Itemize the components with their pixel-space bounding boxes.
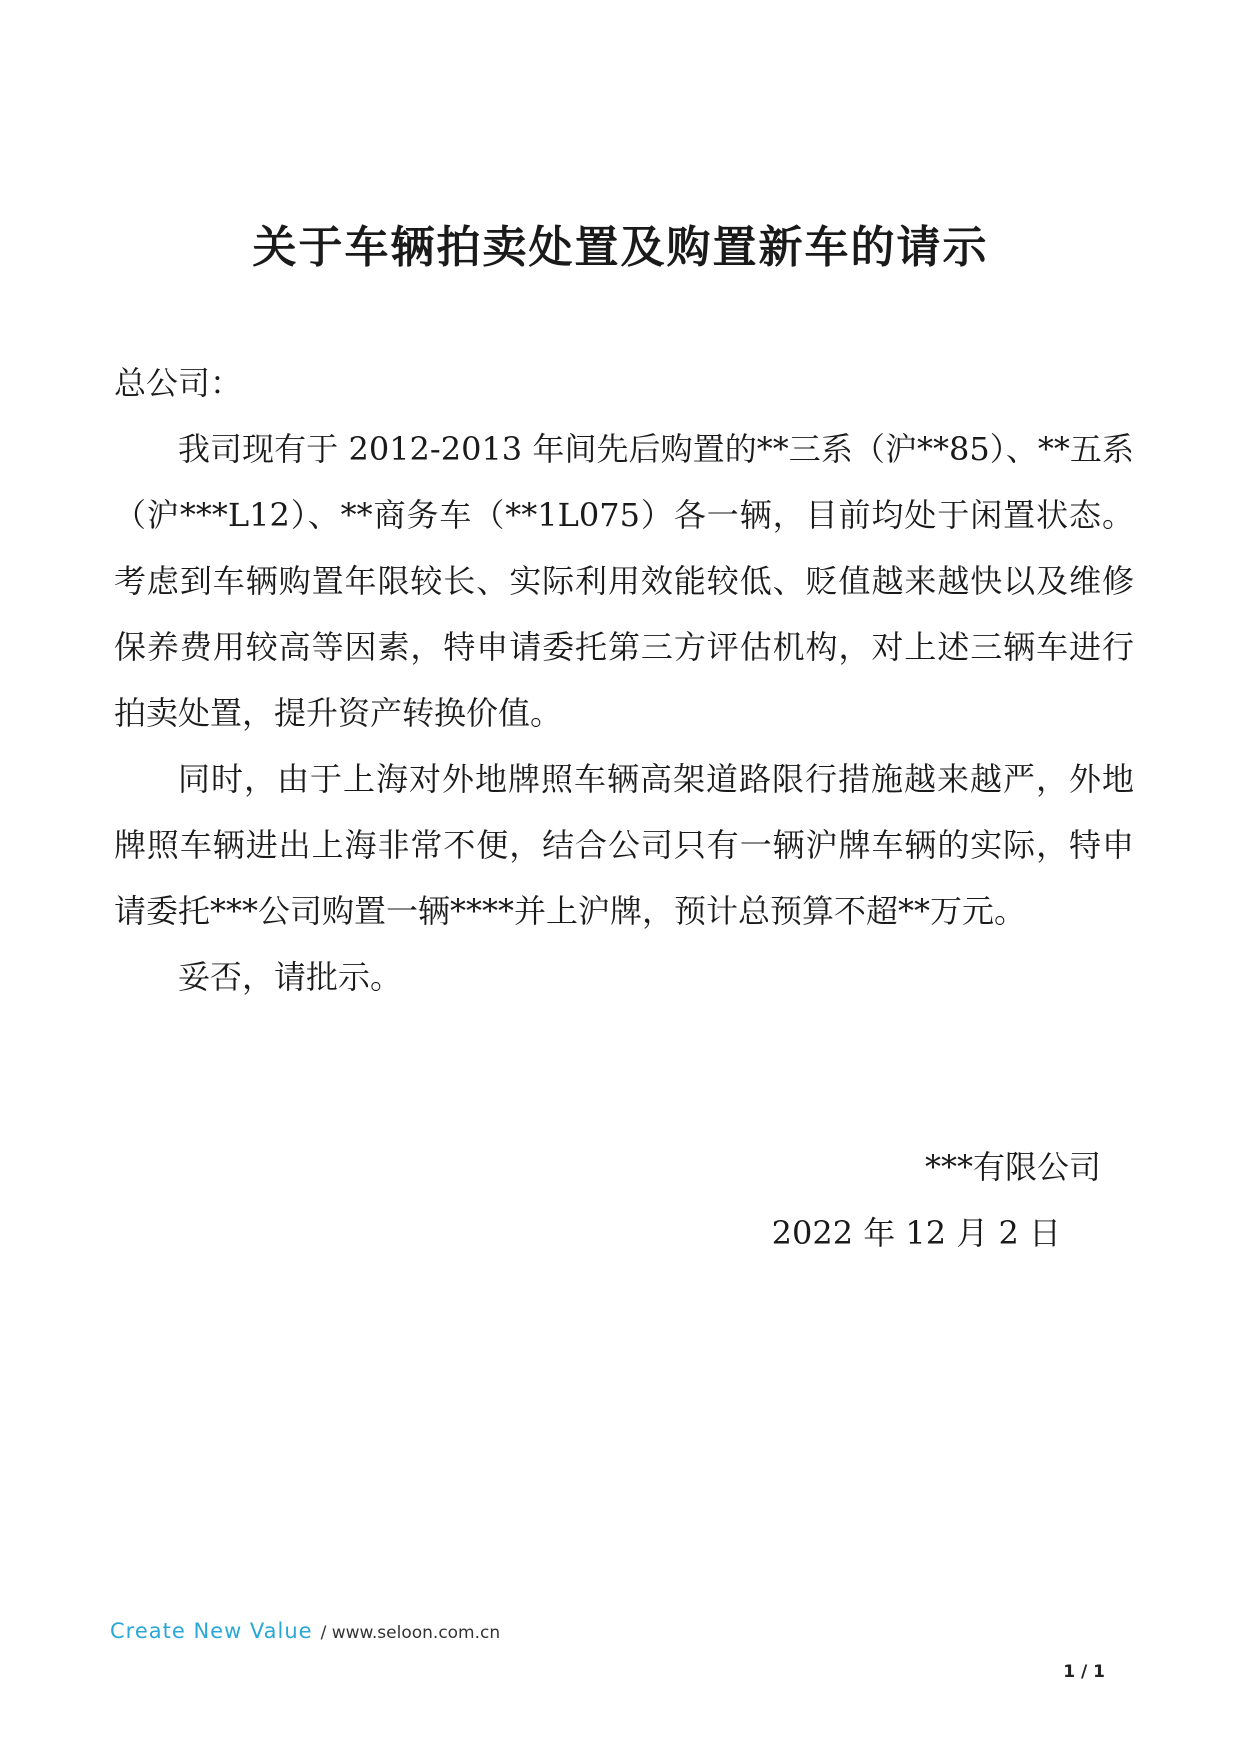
footer-url: / www.seloon.com.cn [320,1623,501,1643]
paragraph-closing-request: 妥否，请批示。 [178,958,403,996]
document-title: 关于车辆拍卖处置及购置新车的请示 [252,222,989,273]
page-number: 1 / 1 [1063,1662,1105,1682]
document-date: 2022 年 12 月 2 日 [771,1214,1061,1252]
footer-slogan: Create New Value [110,1619,313,1643]
paragraph-vehicle-auction: 我司现有于 2012-2013 年间先后购置的**三系（沪**85）、**五系（沪***L12）、**商务车（**1L075）各一辆，目前均处于闲置状态。考虑到车辆购置年限较长、实际利用效能较低、贬值越来越快以及维修保养费用较高等因素，特申请委托第三方评估机构，对上述三辆车进行拍卖处置，提升资产转换价值。 [114,430,1134,732]
page-footer [110,1616,500,1648]
signature-company: ***有限公司 [924,1148,1101,1186]
paragraph-new-vehicle-purchase: 同时，由于上海对外地牌照车辆高架道路限行措施越来越严，外地牌照车辆进出上海非常不便，结合公司只有一辆沪牌车辆的实际，特申请委托***公司购置一辆****并上沪牌，预计总预算不超**万元。 [114,760,1134,930]
salutation: 总公司： [114,364,243,402]
